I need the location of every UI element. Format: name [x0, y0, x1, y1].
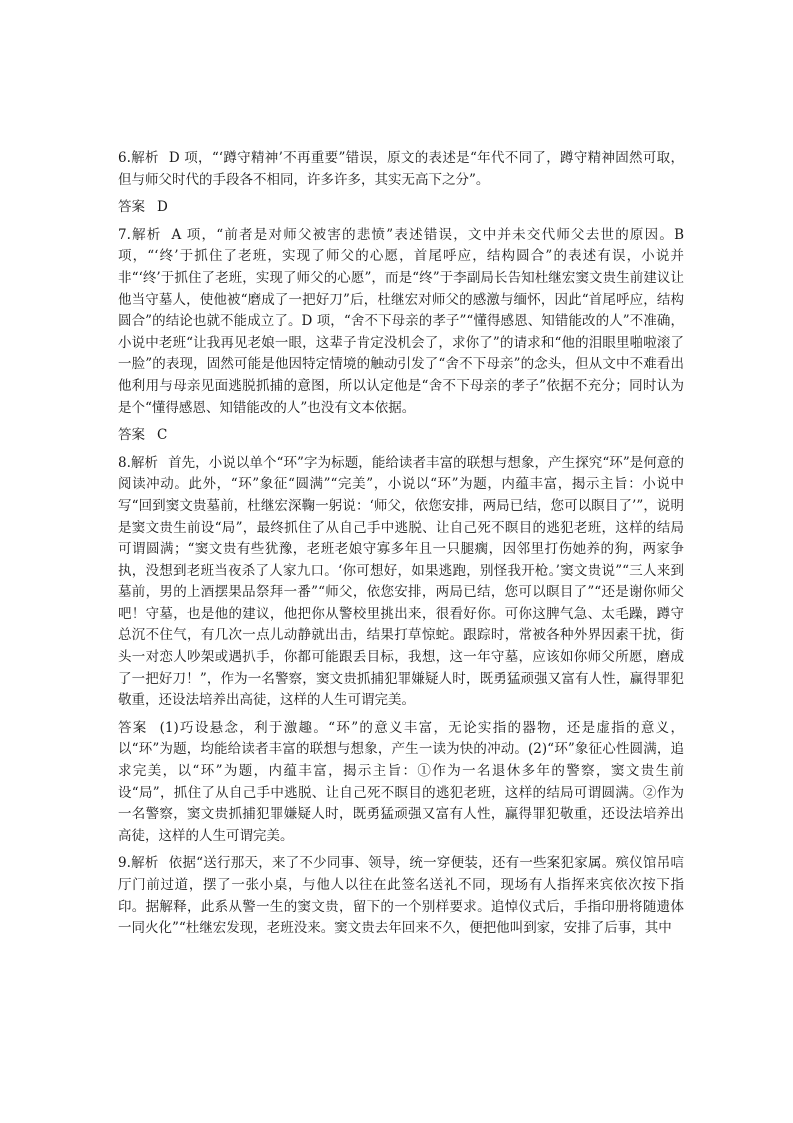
question-6-answer — [118, 197, 684, 219]
question-8-answer — [118, 718, 684, 848]
answer-label: 答案 — [118, 427, 145, 444]
question-8-label: 8.解析 — [118, 454, 159, 471]
answer-text: (1)巧设悬念，利于激趣。“环”的意义丰富，无论实指的器物，还是虚指的意义，以“环”为题，均能给读者丰富的联想与想象，产生一读为快的冲动。(2)“环”象征心性圆满，追求完美，以“环”为题，内蕴丰富，揭示主旨：①作为一名退休多年的警察，窦文贵生前设“局”，抓住了从自己手中逃脱、让自己死不瞑目的逃犯老班，这样的结局可谓圆满。②作为一名警察，窦文贵抓捕犯罪嫌疑人时，既勇猛顽强又富有人性，赢得罪犯敬重，还设法培养出高徒，这样的人生可谓完美。 — [118, 719, 684, 844]
question-6-label: 6.解析 — [118, 150, 159, 166]
question-7-analysis — [118, 225, 684, 419]
answer-value: C — [157, 427, 168, 444]
answer-value: D — [157, 199, 168, 216]
answer-label: 答案 — [118, 719, 148, 736]
question-7-answer — [118, 425, 684, 447]
question-7-text: A 项，“前者是对师父被害的悲愤”表述错误，文中并未交代师父去世的原因。B 项，“‘终’于抓住了老班，实现了师父的心愿，首尾呼应，结构圆合”的表述有误，小说并非“‘终’于抓住了老班，实现了师父的心愿”，而是“终”于李副局长告知杜继宏窦文贵生前建议让他当守墓人，使他被“磨成了一把好刀”后，杜继宏对师父的感激与缅怀，因此“首尾呼应，结构圆合”的结论也就不能成立了。D 项，“舍不下母亲的孝子”“懂得感恩、知错能改的人”不准确，小说中老班“让我再见老娘一眼，这辈子肯定没机会了，求你了”的请求和“他的泪眼里啪啦滚了一脸”的表现，固然可能是他因特定情境的触动引发了“舍不下母亲”的念头，但从文中不难看出他利用与母亲见面逃脱抓捕的意图，所以认定他是“舍不下母亲的孝子”依据不充分；同时认为是个“懂得感恩、知错能改的人”也没有文本依据。 — [118, 226, 684, 416]
answer-label: 答案 — [118, 199, 145, 216]
question-9-label: 9.解析 — [118, 855, 159, 872]
question-9-text: 依据“送行那天，来了不少同事、领导，统一穿便装，还有一些案犯家属。殡仪馆吊唁厅门前过道，摆了一张小桌，与他人以往在此签名送礼不同，现场有人指挥来宾依次按下指印。据解释，此系从警一生的窦文贵，留下的一个别样要求。追悼仪式后，手指印册将随遗体一同火化”“杜继宏发现，老班没来。窦文贵去年回来不久，便把他叫到家，安排了后事，其中 — [118, 855, 684, 937]
question-6-analysis — [118, 148, 684, 191]
question-7-label: 7.解析 — [118, 226, 162, 243]
question-6-text: D 项，“‘蹲守精神’不再重要”错误，原文的表述是“年代不同了，蹲守精神固然可取，但与师父时代的手段各不相同，许多许多，其实无高下之分”。 — [118, 150, 684, 188]
question-9-analysis — [118, 853, 684, 939]
question-8-analysis — [118, 453, 684, 712]
question-8-text: 首先，小说以单个“环”字为标题，能给读者丰富的联想与想象，产生探究“环”是何意的阅读冲动。此外，“环”象征“圆满”“完美”，小说以“环”为题，内蕴丰富，揭示主旨：小说中写“回到窦文贵墓前，杜继宏深鞠一躬说：‘师父，依您安排，两局已结，您可以瞑目了’”，说明是窦文贵生前设“局”，最终抓住了从自己手中逃脱、让自己死不瞑目的逃犯老班，这样的结局可谓圆满；“窦文贵有些犹豫，老班老娘守寡多年且一只腿瘸，因邻里打伤她养的狗，两家争执，没想到老班当夜杀了人家九口。‘你可想好，如果逃跑，别怪我开枪。’窦文贵说”“三人来到墓前，男的上酒摆果品祭拜一番”“师父，依您安排，两局已结，您可以瞑目了”“还是谢你师父吧！守墓，也是他的建议，他把你从警校里挑出来，很看好你。可你这脾气急、太毛躁，蹲守总沉不住气，有几次一点儿动静就出击，结果打草惊蛇。跟踪时，常被各种外界因素干扰，街头一对恋人吵架或遇扒手，你都可能跟丢目标，我想，这一年守墓，应该如你师父所愿，磨成了一把好刀！”，作为一名警察，窦文贵抓捕犯罪嫌疑人时，既勇猛顽强又富有人性，赢得罪犯敬重，还设法培养出高徒，这样的人生可谓完美。 — [118, 454, 684, 709]
document-page — [118, 148, 684, 940]
